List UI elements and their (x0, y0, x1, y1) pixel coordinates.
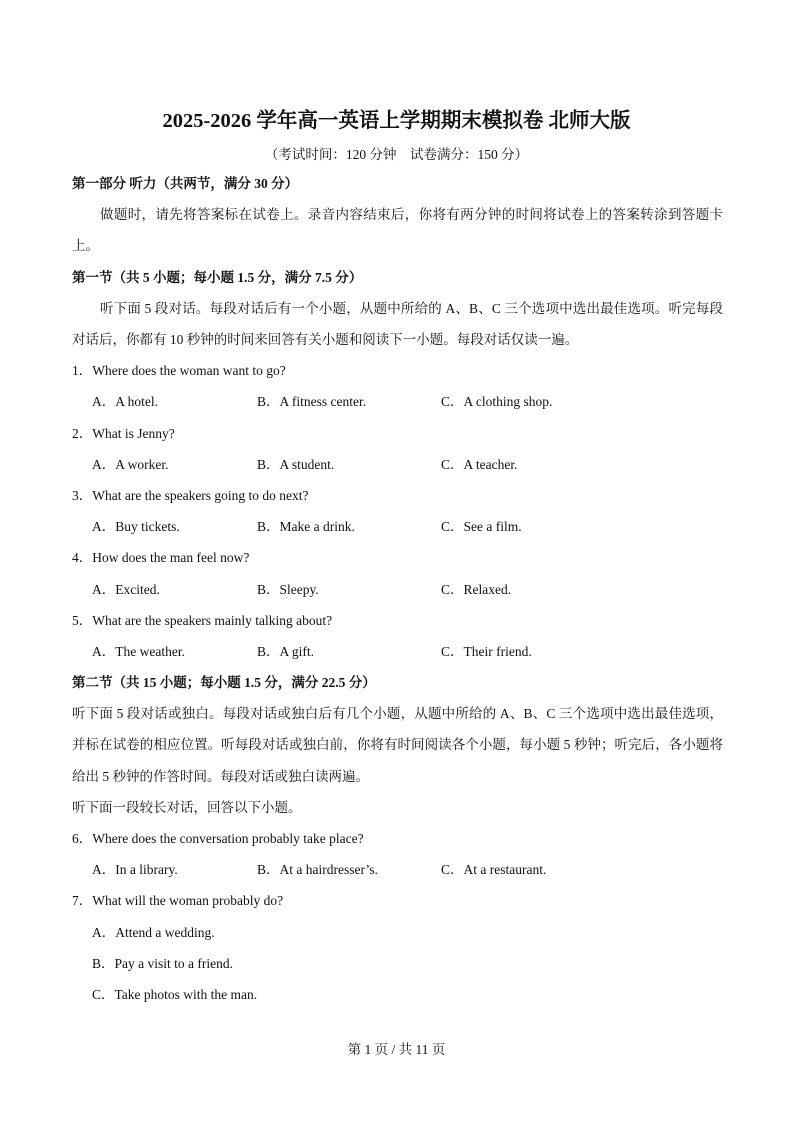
question-text: 2．What is Jenny? (72, 425, 175, 441)
option-c: C．Their friend. (441, 643, 532, 659)
part1-heading: 第一部分 听力（共两节，满分 30 分） (72, 176, 299, 191)
exam-info: （考试时间：120 分钟 试卷满分：150 分） (264, 147, 529, 162)
document-body (72, 168, 723, 1010)
question-1 (72, 355, 723, 417)
section1-heading: 第一节（共 5 小题；每小题 1.5 分，满分 7.5 分） (72, 269, 363, 285)
options-row (72, 854, 723, 885)
option-b: B．Make a drink. (257, 519, 355, 535)
question-3 (72, 480, 723, 542)
question-2 (72, 418, 723, 480)
question-6 (72, 823, 723, 885)
page-title: 2025-2026 学年高一英语上学期期末模拟卷 北师大版 (162, 110, 631, 132)
question-list-1 (72, 355, 723, 667)
question-text: 1．Where does the woman want to go? (72, 363, 286, 379)
question-text: 3．What are the speakers going to do next? (72, 487, 309, 503)
part1-instruction: 做题时，请先将答案标在试卷上。录音内容结束后，你将有两分钟的时间将试卷上的答案转涂到答题卡上。 (72, 207, 723, 254)
options-row (72, 511, 723, 542)
option-c: C．A clothing shop. (441, 394, 553, 410)
option-a: A．A worker. (92, 456, 169, 472)
options-row (72, 386, 723, 417)
question-text: 6．Where does the conversation probably take place? (72, 831, 364, 847)
options-row (72, 449, 723, 480)
question-7 (72, 885, 723, 1010)
option-b: B．A fitness center. (257, 394, 367, 410)
section2-sub-instruction: 听下面一段较长对话，回答以下小题。 (72, 799, 302, 815)
question-text: 7．What will the woman probably do? (72, 893, 284, 909)
options-row (72, 636, 723, 667)
option-b: B．Sleepy. (257, 581, 319, 597)
section2-heading: 第二节（共 15 小题；每小题 1.5 分，满分 22.5 分） (72, 675, 376, 691)
section2-instruction: 听下面 5 段对话或独白。每段对话或独白后有几个小题，从题中所给的 A、B、C 三个选项中选出最佳选项，并标在试卷的相应位置。听每段对话或独白前，你将有时间阅读各个小题，每小题 5 秒钟；听完后，各小题将给出 5 秒钟的作答时间。每段对话或独白读两遍。 (72, 706, 723, 784)
option-c: C．At a restaurant. (441, 862, 547, 878)
option-a: A．Excited. (92, 581, 160, 597)
option-c: C．Take photos with the man. (92, 986, 258, 1002)
options-row (72, 574, 723, 605)
option-a: A．The weather. (92, 643, 185, 659)
option-c: C．See a film. (441, 519, 522, 535)
option-b: B．A gift. (257, 643, 315, 659)
page-number: 第 1 页 / 共 11 页 (347, 1042, 446, 1057)
option-c: C．A teacher. (441, 456, 518, 472)
option-a: A．A hotel. (92, 394, 158, 410)
option-b: B．Pay a visit to a friend. (92, 955, 233, 971)
option-b: B．At a hairdresser’s. (257, 862, 378, 878)
question-4 (72, 542, 723, 604)
option-a: A．Attend a wedding. (92, 924, 215, 940)
option-b: B．A student. (257, 456, 335, 472)
question-text: 4．How does the man feel now? (72, 550, 250, 566)
section1-instruction: 听下面 5 段对话。每段对话后有一个小题，从题中所给的 A、B、C 三个选项中选出最佳选项。听完每段对话后，你都有 10 秒钟的时间来回答有关小题和阅读下一小题。每段对话仅读一遍。 (72, 300, 723, 347)
question-text: 5．What are the speakers mainly talking about? (72, 612, 333, 628)
option-a: A．In a library. (92, 862, 178, 878)
option-a: A．Buy tickets. (92, 519, 180, 535)
question-5 (72, 605, 723, 667)
option-c: C．Relaxed. (441, 581, 512, 597)
